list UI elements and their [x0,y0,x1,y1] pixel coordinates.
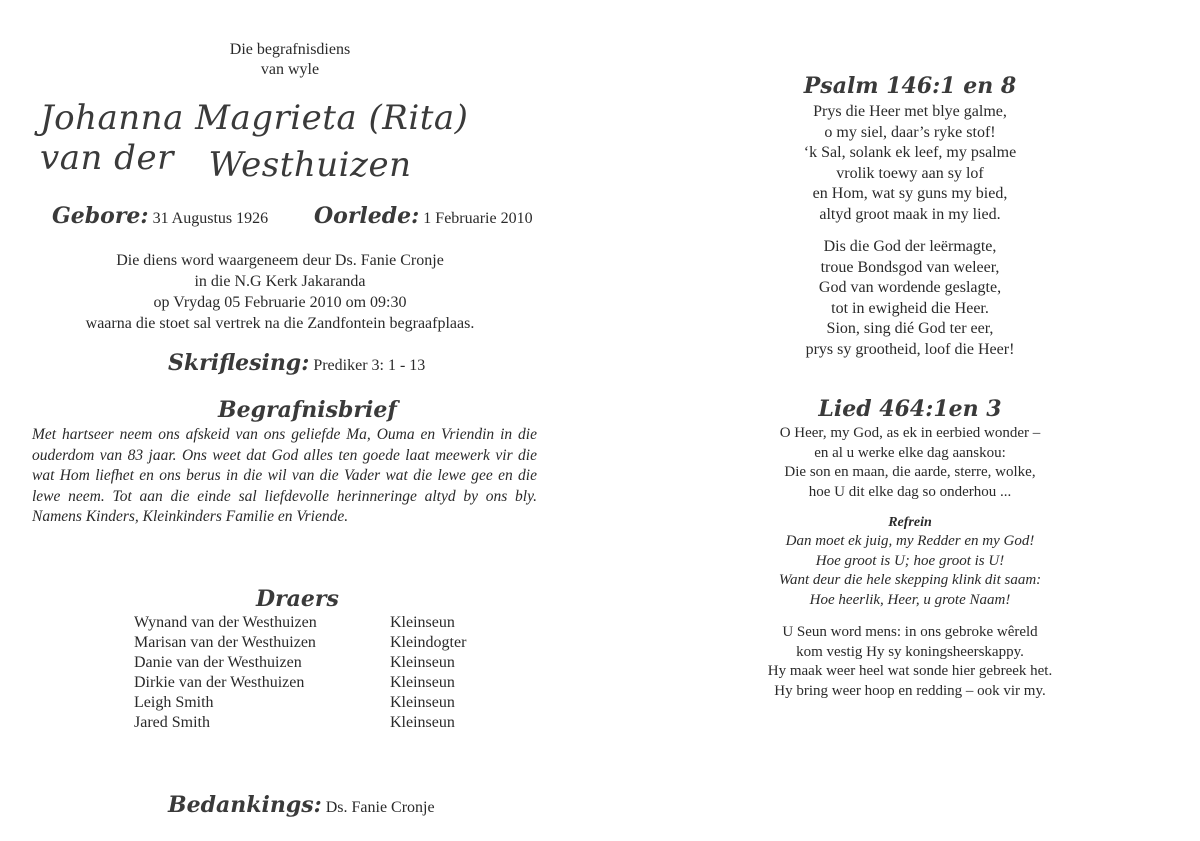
thanks-info [168,792,435,818]
lied-verse-3 [730,623,1090,701]
thanks-value: Ds. Fanie Cronje [325,799,435,816]
bearer-relation: Kleinseun [390,614,455,631]
thanks-label: Bedankings: [168,792,322,818]
bearer-relation: Kleinseun [390,674,455,691]
psalm-line: en Hom, wat sy guns my bied, [812,185,1008,202]
service-line-1: Die diens word waargeneem deur Ds. Fanie Cronje [116,252,444,269]
bearers-title: Draers [256,586,339,612]
died-label: Oorlede: [314,203,420,229]
bearer-name: Jared Smith [134,714,210,731]
psalm-line: ‘k Sal, solank ek leef, my psalme [803,144,1017,161]
born-info [52,203,268,229]
bearer-name: Leigh Smith [134,694,214,711]
lied-title: Lied 464:1en 3 [818,396,1002,422]
born-date: 31 Augustus 1926 [152,210,269,227]
reading-label: Skriflesing: [168,350,310,376]
born-label: Gebore: [52,203,149,229]
lied-line: U Seun word mens: in ons gebroke wêreld [782,624,1038,640]
bearer-row [134,634,534,654]
psalm-line: o my siel, daar’s ryke stof! [824,123,996,141]
died-date: 1 Februarie 2010 [423,210,533,227]
letter-title: Begrafnisbrief [218,397,397,423]
psalm-line: vrolik toewy aan sy lof [836,164,984,182]
deceased-name-line-1: Johanna Magrieta (Rita) van der [40,98,469,178]
service-line-4: waarna die stoet sal vertrek na die Zandfontein begraafplaas. [85,315,475,332]
bearer-relation: Kleindogter [390,634,467,651]
lied-line: en al u werke elke dag aanskou: [814,444,1006,461]
bearer-relation: Kleinseun [390,694,455,711]
lied-line: Hy maak weer heel wat sonde hier gebreek het. [767,663,1053,679]
refrein-title: Refrein [888,515,932,530]
psalm-line: altyd groot maak in my lied. [819,205,1001,223]
bearer-row [134,614,534,634]
psalm-verse-1 [730,102,1090,225]
bearer-row [134,674,534,694]
bearer-name: Marisan van der Westhuizen [134,634,316,651]
psalm-line: prys sy grootheid, loof die Heer! [805,340,1015,358]
psalm-line: Prys die Heer met blye galme, [813,103,1007,120]
intro-heading [150,40,430,80]
psalm-verse-2 [730,237,1090,360]
lied-verse-1 [730,424,1090,502]
lied-line: O Heer, my God, as ek in eerbied wonder – [779,425,1041,441]
died-info [314,203,533,229]
reading-value: Prediker 3: 1 - 13 [313,357,426,374]
psalm-line: Dis die God der leërmagte, [823,238,997,255]
refrein-line: Want deur die hele skepping klink dit saam: [778,572,1042,588]
refrein-line: Hoe groot is U; hoe groot is U! [815,552,1005,569]
bearer-row [134,714,534,734]
psalm-line: God van wordende geslagte, [818,279,1002,296]
service-details [60,250,500,334]
reading-info [168,350,425,376]
intro-line-1: Die begrafnisdiens [229,41,351,58]
psalm-title: Psalm 146:1 en 8 [803,73,1017,99]
lied-line: Die son en maan, die aarde, sterre, wolke, [784,464,1036,480]
letter-text: Met hartseer neem ons afskeid van ons geliefde Ma, Ouma en Vriendin in die ouderdom van 83 jaar. Ons weet dat God alles ten goede laat meewerk vir die wat Hom liefhet en ons berus in die wil van die Vader wat die lewe gee en die lewe neem. Tot aan die einde sal liefdevolle herinneringe altyd by ons bly. Namens Kinders, Kleinkinders Familie en Vriende. [32,426,537,526]
psalm-line: tot in ewigheid die Heer. [831,299,989,317]
refrein-line: Dan moet ek juig, my Redder en my God! [785,533,1035,549]
refrein-line: Hoe heerlik, Heer, u grote Naam! [809,591,1011,608]
intro-line-2: van wyle [260,61,320,78]
service-line-3: op Vrydag 05 Februarie 2010 om 09:30 [153,294,407,311]
psalm-line: troue Bondsgod van weleer, [820,258,1000,276]
psalm-line: Sion, sing dié God ter eer, [826,320,994,337]
refrein-text [730,532,1090,610]
service-line-2: in die N.G Kerk Jakaranda [194,273,366,290]
bearer-name: Danie van der Westhuizen [134,654,302,671]
bearer-relation: Kleinseun [390,654,455,671]
lied-line: kom vestig Hy sy koningsheerskappy. [796,643,1024,660]
bearer-relation: Kleinseun [390,714,455,731]
deceased-name-line-2: Westhuizen [208,145,412,185]
bearer-row [134,694,534,714]
bearer-name: Wynand van der Westhuizen [134,614,317,631]
lied-line: Hy bring weer hoop en redding – ook vir my. [774,682,1046,699]
bearer-name: Dirkie van der Westhuizen [134,674,305,691]
bearer-row [134,654,534,674]
lied-line: hoe U dit elke dag so onderhou ... [808,483,1012,500]
